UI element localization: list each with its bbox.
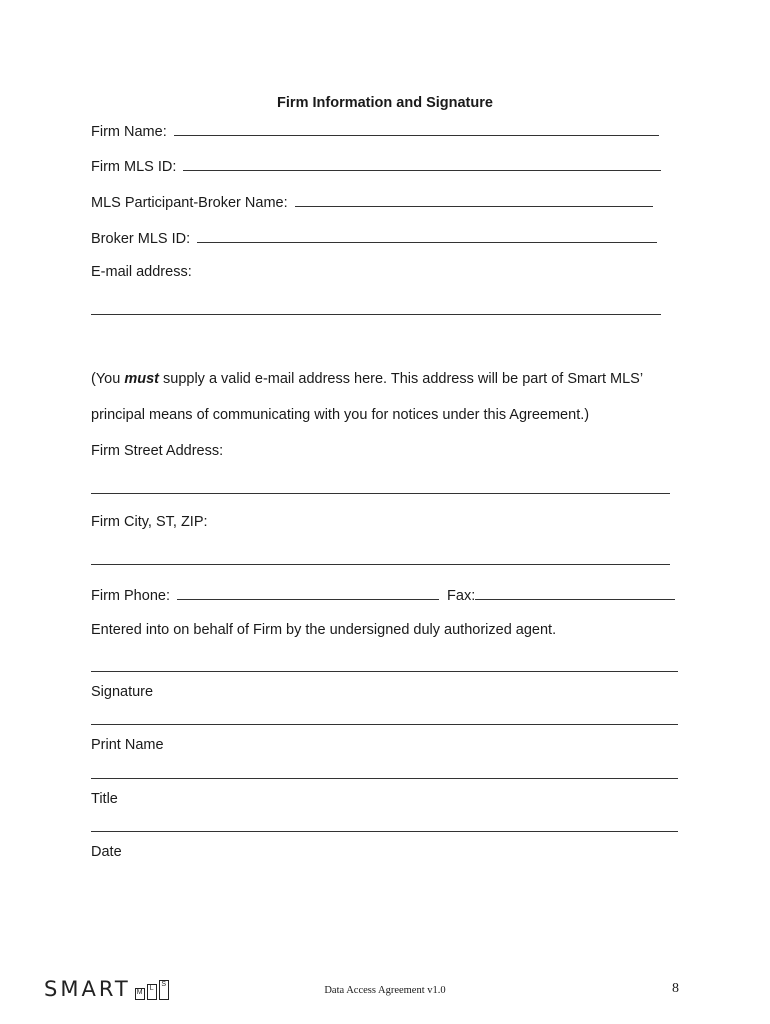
logo-box-m: M — [135, 988, 145, 1000]
date-field[interactable] — [91, 831, 678, 832]
firm-name-field[interactable] — [174, 123, 659, 136]
logo-box-l: L — [147, 984, 157, 1000]
signature-field[interactable] — [91, 671, 678, 672]
firm-mls-id-field[interactable] — [183, 158, 661, 171]
broker-mls-id-field[interactable] — [197, 230, 657, 243]
agent-statement: Entered into on behalf of Firm by the undersigned duly authorized agent. — [91, 622, 557, 638]
phone-field[interactable] — [177, 587, 439, 600]
email-label: E-mail address: — [91, 264, 192, 280]
city-field[interactable] — [91, 564, 670, 565]
phone-label: Firm Phone: — [91, 588, 170, 604]
page-title: Firm Information and Signature — [277, 95, 493, 111]
fax-field[interactable] — [475, 587, 675, 600]
broker-name-label: MLS Participant-Broker Name: — [91, 195, 288, 211]
broker-mls-id-row — [91, 230, 657, 247]
firm-mls-id-row — [91, 158, 661, 175]
city-label: Firm City, ST, ZIP: — [91, 514, 208, 530]
date-label: Date — [91, 844, 122, 860]
print-name-field[interactable] — [91, 724, 678, 725]
title-label: Title — [91, 791, 118, 807]
broker-mls-id-label: Broker MLS ID: — [91, 231, 191, 247]
email-note-line-1 — [91, 372, 643, 387]
signature-label: Signature — [91, 684, 154, 700]
email-note-line-2: principal means of communicating with you for notices under this Agreement.) — [91, 407, 590, 423]
fax-label: Fax: — [447, 588, 476, 604]
broker-name-field[interactable] — [295, 194, 653, 207]
firm-name-row — [91, 123, 659, 140]
logo-word: SMART — [44, 977, 131, 1001]
firm-name-label: Firm Name: — [91, 124, 167, 140]
print-name-label: Print Name — [91, 737, 164, 753]
phone-row — [91, 587, 675, 604]
email-field[interactable] — [91, 314, 661, 315]
note-line1-rest: supply a valid e-mail address here. This address will be part of Smart MLS’ — [158, 371, 644, 387]
street-field[interactable] — [91, 493, 670, 494]
street-label: Firm Street Address: — [91, 443, 224, 459]
note-prefix: (You — [91, 371, 125, 387]
firm-mls-id-label: Firm MLS ID: — [91, 159, 177, 175]
note-emphasis: must — [124, 371, 159, 387]
title-field[interactable] — [91, 778, 678, 779]
page-number: 8 — [672, 981, 679, 996]
logo-box-s: S — [159, 980, 169, 1000]
broker-name-row — [91, 194, 653, 211]
footer-doc-name: Data Access Agreement v1.0 — [324, 985, 446, 996]
